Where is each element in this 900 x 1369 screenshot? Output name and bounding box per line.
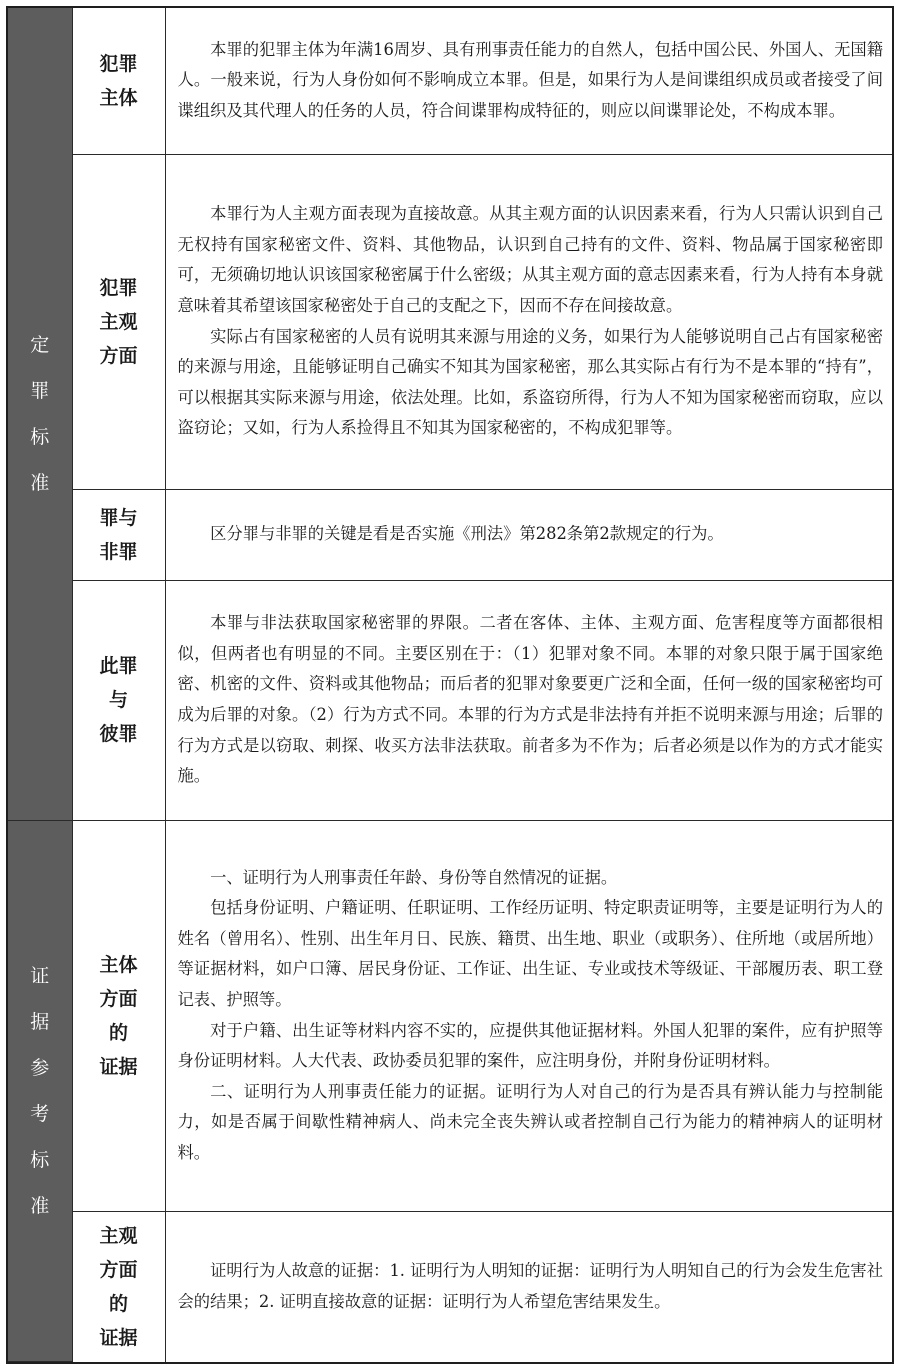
category-conviction-standard: 定 罪 标 准 (8, 8, 72, 820)
row-label-criminal-subject: 犯罪 主体 (72, 8, 165, 154)
table-row (8, 154, 892, 489)
paragraph: 对于户籍、出生证等材料内容不实的，应提供其他证据材料。外国人犯罪的案件，应有护照等身份证明材料。人大代表、政协委员犯罪的案件，应注明身份，并附身份证明材料。 (177, 1020, 883, 1071)
row-label-subjective-evidence: 主观 方面 的 证据 (72, 1211, 165, 1362)
paragraph: 本罪的犯罪主体为年满16周岁、具有刑事责任能力的自然人，包括中国公民、外国人、无国籍人。一般来说，行为人身份如何不影响成立本罪。但是，如果行为人是间谍组织成员或者接受了间谍组织及其代理人的任务的人员，符合间谍罪构成特征的，则应以间谍罪论处，不构成本罪。 (177, 39, 883, 121)
row-text-criminal-subject (165, 8, 892, 154)
paragraph: 区分罪与非罪的关键是看是否实施《刑法》第282条第2款规定的行为。 (210, 524, 724, 544)
category-evidence-reference-standard: 证 据 参 考 标 准 (8, 820, 72, 1362)
table-row (8, 580, 892, 820)
table-row (8, 489, 892, 580)
row-label-crime-vs-non-crime: 罪与 非罪 (72, 489, 165, 580)
row-text-this-vs-that-crime (165, 580, 892, 820)
paragraph: 证明行为人故意的证据：1. 证明行为人明知的证据：证明行为人明知自己的行为会发生危害社会的结果；2. 证明直接故意的证据：证明行为人希望危害结果发生。 (177, 1260, 883, 1311)
table-row (8, 820, 892, 1211)
paragraph: 二、证明行为人刑事责任能力的证据。证明行为人对自己的行为是否具有辨认能力与控制能力，如是否属于间歇性精神病人、尚未完全丧失辨认或者控制自己行为能力的精神病人的证明材料。 (177, 1081, 883, 1162)
row-text-crime-vs-non-crime (165, 489, 892, 580)
row-text-subject-evidence (165, 820, 892, 1211)
table-row (8, 1211, 892, 1362)
paragraph: 包括身份证明、户籍证明、任职证明、工作经历证明、特定职责证明等，主要是证明行为人的姓名（曾用名）、性别、出生年月日、民族、籍贯、出生地、职业（或职务）、住所地（或居所地）等证据材料，如户口簿、居民身份证、工作证、出生证、专业或技术等级证、干部履历表、职工登记表、护照等。 (177, 898, 883, 1009)
criteria-table (8, 8, 892, 1362)
paragraph: 实际占有国家秘密的人员有说明其来源与用途的义务，如果行为人能够说明自己占有国家秘密的来源与用途，且能够证明自己确实不知其为国家秘密，那么其实际占有行为不是本罪的“持有”，可以根据其实际来源与用途，依法处理。比如，系盗窃所得，行为人不知为国家秘密而窃取，应以盗窃论；又如，行为人系捡得且不知其为国家秘密的，不构成犯罪等。 (177, 326, 883, 438)
row-text-subjective-evidence (165, 1211, 892, 1362)
criteria-table-frame (6, 6, 894, 1364)
table-row (8, 8, 892, 154)
paragraph: 一、证明行为人刑事责任年龄、身份等自然情况的证据。 (210, 867, 618, 887)
row-label-subjective-aspect: 犯罪 主观 方面 (72, 154, 165, 489)
row-label-subject-evidence: 主体 方面 的 证据 (72, 820, 165, 1211)
paragraph: 本罪与非法获取国家秘密罪的界限。二者在客体、主体、主观方面、危害程度等方面都很相似，但两者也有明显的不同。主要区别在于：（1）犯罪对象不同。本罪的对象只限于属于国家绝密、机密的文件、资料或其他物品；而后者的犯罪对象要更广泛和全面，任何一级的国家秘密均可成为后罪的对象。（2）行为方式不同。本罪的行为方式是非法持有并拒不说明来源与用途；后罪的行为方式是以窃取、刺探、收买方法非法获取。前者多为不作为；后者必须是以作为的方式才能实施。 (177, 613, 883, 786)
paragraph: 本罪行为人主观方面表现为直接故意。从其主观方面的认识因素来看，行为人只需认识到自己无权持有国家秘密文件、资料、其他物品，认识到自己持有的文件、资料、物品属于国家秘密即可，无须确切地认识该国家秘密属于什么密级；从其主观方面的意志因素来看，行为人持有本身就意味着其希望该国家秘密处于自己的支配之下，因而不存在间接故意。 (177, 204, 883, 315)
row-text-subjective-aspect (165, 154, 892, 489)
row-label-this-vs-that-crime: 此罪 与 彼罪 (72, 580, 165, 820)
